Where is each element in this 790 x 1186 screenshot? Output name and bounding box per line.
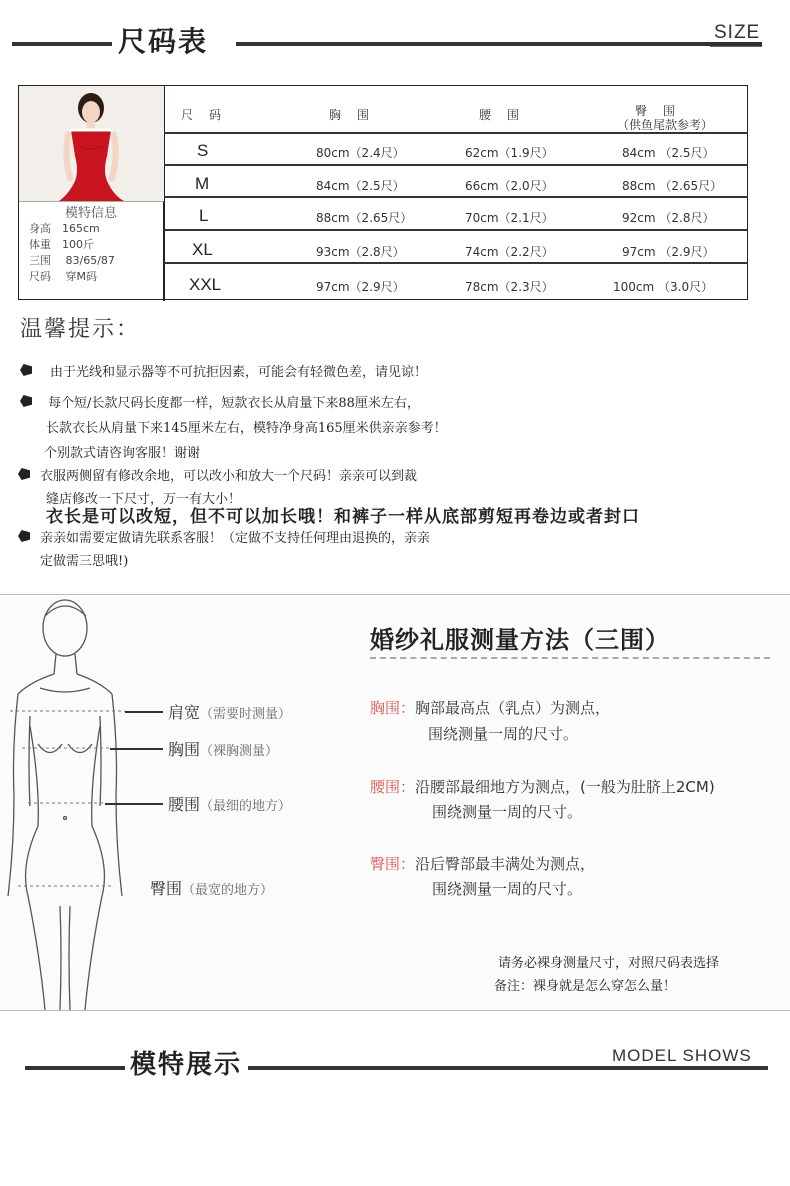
label-shoulder-note: （需要时测量）	[200, 707, 292, 722]
chest-xl: 93cm（2.8尺）	[316, 245, 405, 259]
instruction-waist-text: 沿腰部最细地方为测点，(一般为肚脐上2CM)	[415, 778, 715, 796]
model-header-line-right	[248, 1066, 768, 1070]
label-hip	[150, 876, 273, 899]
waist-xxl: 78cm（2.3尺）	[465, 280, 554, 294]
header-waist: 腰 围	[479, 108, 522, 122]
model-weight: 体重 100斤	[29, 238, 94, 251]
size-section-title: 尺码表	[118, 25, 209, 58]
bullet-icon	[20, 395, 32, 407]
chest-xxl: 97cm（2.9尺）	[316, 280, 405, 294]
instruction-waist-1	[370, 776, 715, 797]
model-header-line-left	[25, 1066, 125, 1070]
header-hip: 臀 围	[635, 104, 678, 118]
tip-line: 长款衣长从肩量下来145厘米左右，模特净身高165厘米供亲亲参考！	[46, 421, 447, 436]
tip-line: 由于光线和显示器等不可抗拒因素，可能会有轻微色差，请见谅！	[50, 365, 428, 380]
size-table	[18, 85, 748, 300]
section-divider	[0, 1010, 790, 1011]
measurement-title: 婚纱礼服测量方法（三围）	[370, 626, 670, 654]
model-size: 尺码 穿M码	[29, 270, 97, 283]
size-header-underline	[710, 46, 762, 47]
bullet-icon	[18, 468, 30, 480]
instruction-chest-text: 胸部最高点（乳点）为测点，	[415, 699, 611, 717]
hip-note: （供鱼尾款参考）	[617, 118, 714, 132]
instruction-chest-2: 围绕测量一周的尺寸。	[428, 725, 579, 743]
model-photo	[19, 86, 164, 201]
waist-m: 66cm（2.0尺）	[465, 179, 554, 193]
hip-s: 84cm （2.5尺）	[622, 146, 715, 160]
size-s: S	[197, 141, 209, 160]
label-shoulder-name: 肩宽	[168, 703, 201, 722]
header-size: 尺 码	[181, 108, 224, 122]
size-header-line-right	[236, 42, 762, 46]
instruction-hip-1	[370, 853, 595, 874]
table-row-separator	[164, 229, 748, 231]
label-shoulder	[168, 700, 291, 723]
instruction-chest-1	[370, 697, 610, 718]
size-xl: XL	[192, 240, 213, 259]
bullet-icon	[18, 530, 30, 542]
hip-m: 88cm （2.65尺）	[622, 179, 723, 193]
model-info-title: 模特信息	[64, 206, 117, 221]
table-col-separator	[164, 86, 165, 301]
waist-pointer	[105, 803, 163, 805]
tip-line: 每个短/长款尺码长度都一样，短款衣长从肩量下来88厘米左右，	[48, 396, 420, 411]
waist-xl: 74cm（2.2尺）	[465, 245, 554, 259]
label-hip-name: 臀围	[150, 879, 183, 898]
shoulder-pointer	[125, 711, 163, 713]
label-waist-note: （最细的地方）	[200, 799, 292, 814]
measurement-note-1: 请务必裸身测量尺寸，对照尺码表选择	[498, 956, 720, 971]
waist-s: 62cm（1.9尺）	[465, 146, 554, 160]
measurement-note-2: 备注：裸身就是怎么穿怎么量！	[494, 979, 677, 994]
size-l: L	[199, 206, 209, 225]
label-chest-name: 胸围	[168, 740, 201, 759]
header-chest: 胸 围	[329, 108, 372, 122]
hip-xl: 97cm （2.9尺）	[622, 245, 715, 259]
label-hip-note: （最宽的地方）	[182, 883, 274, 898]
instruction-hip-2: 围绕测量一周的尺寸。	[432, 880, 583, 898]
tip-bold-line: 衣长是可以改短，但不可以加长哦！和裤子一样从底部剪短再卷边或者封口	[46, 507, 640, 527]
tip-line: 定做需三思哦!)	[40, 554, 129, 569]
instruction-waist-2: 围绕测量一周的尺寸。	[432, 803, 583, 821]
size-m: M	[195, 174, 210, 193]
model-info	[19, 201, 164, 301]
model-measurements: 三围 83/65/87	[29, 254, 115, 267]
chest-m: 84cm（2.5尺）	[316, 179, 405, 193]
model-red-dress-image	[19, 86, 164, 201]
tip-line: 缝店修改一下尺寸，万一有大小！	[46, 492, 242, 507]
label-chest	[168, 737, 278, 760]
size-header-line-left	[12, 42, 112, 46]
chest-pointer	[110, 748, 163, 750]
tip-line: 衣服两侧留有修改余地，可以改小和放大一个尺码！亲亲可以到裁	[40, 469, 418, 484]
hip-l: 92cm （2.8尺）	[622, 211, 715, 225]
instruction-hip-text: 沿后臀部最丰满处为测点，	[415, 855, 596, 873]
size-section-title-en: SIZE	[714, 22, 761, 43]
table-row-separator	[164, 196, 748, 198]
chest-s: 80cm（2.4尺）	[316, 146, 405, 160]
hip-xxl: 100cm （3.0尺）	[613, 280, 714, 294]
model-section-title-en: MODEL SHOWS	[612, 1046, 752, 1065]
table-row-separator	[164, 164, 748, 166]
table-row-separator	[164, 262, 748, 264]
model-section-title: 模特展示	[130, 1050, 243, 1080]
label-waist-name: 腰围	[168, 795, 201, 814]
instruction-chest-key: 胸围：	[370, 699, 416, 717]
instruction-hip-key: 臀围：	[370, 855, 416, 873]
chest-l: 88cm（2.65尺）	[316, 211, 413, 225]
waist-l: 70cm（2.1尺）	[465, 211, 554, 225]
size-xxl: XXL	[189, 275, 222, 294]
instruction-waist-key: 腰围：	[370, 778, 416, 796]
table-row-separator	[164, 132, 748, 134]
bullet-icon	[20, 364, 32, 376]
label-chest-note: （裸胸测量）	[200, 744, 279, 759]
measurement-title-underline	[370, 657, 770, 659]
tips-title: 温馨提示：	[20, 317, 141, 342]
tip-line: 亲亲如需要定做请先联系客服！（定做不支持任何理由退换的，亲亲	[40, 531, 431, 546]
label-waist	[168, 792, 291, 815]
model-height: 身高 165cm	[29, 222, 100, 235]
tip-line: 个别款式请咨询客服！谢谢	[44, 446, 201, 461]
